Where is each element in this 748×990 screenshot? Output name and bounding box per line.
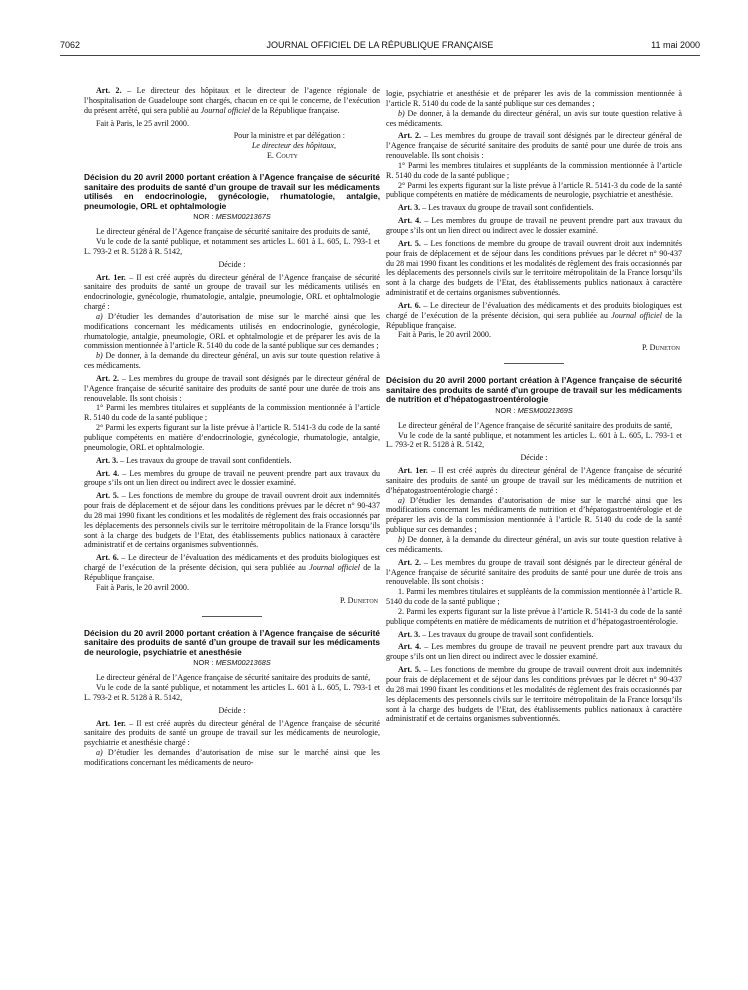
- article: [84, 469, 380, 489]
- item-label: a): [96, 748, 103, 758]
- article-label: Art. 4.: [96, 468, 120, 478]
- article: [84, 719, 380, 749]
- item-text: De donner, à la demande du directeur général, un avis sur toute question relative à ces médicaments.: [386, 108, 682, 128]
- article-label: Art. 5.: [398, 238, 421, 248]
- nor-label: NOR :: [193, 212, 216, 222]
- nor-reference: [386, 406, 682, 416]
- article-text: – Les membres du groupe de travail ne peuvent prendre part aux travaux du groupe s’ils ont un lien direct ou indirect avec le dossier examiné.: [386, 216, 682, 235]
- article: [386, 558, 682, 588]
- article-label: Art. 4.: [398, 642, 422, 652]
- preamble: Le directeur général de l’Agence française de sécurité sanitaire des produits de santé,: [96, 673, 371, 683]
- article-text: – Les fonctions de membre du groupe de travail ouvrent droit aux indemnités pour frais de déplacement et de séjour dans les conditions prévues par le décret n° 90-437 du 28 mai 1990 fixant les conditions et les modalités de règlement des frais occasionnés par les déplacements des personnels civils sur le territoire métropolitain de la France lorsqu’ils sont à la charge des budgets de l’Etat, des établissements publics nationaux à caractère administratif et de certains organismes subventionnés.: [386, 238, 682, 298]
- decision-title: Décision du 20 avril 2000 portant création à l’Agence française de sécurité sanitaire des produits de santé d’un groupe de travail sur les médicaments de nutrition et d’hépatogastroentérologie: [386, 375, 682, 405]
- decide-heading: Décide :: [218, 705, 246, 715]
- article: [386, 642, 682, 662]
- article: [386, 131, 682, 161]
- article-text: – Les membres du groupe de travail sont désignés par le directeur général de l’Agence française de sécurité sanitaire des produits de santé pour une durée de trois ans renouvelable. Ils sont choisis :: [386, 131, 683, 161]
- article-label: Art. 1er.: [96, 718, 126, 728]
- article-text: – Les travaux du groupe de travail sont confidentiels.: [420, 629, 594, 639]
- article-label: Art. 3.: [398, 203, 421, 213]
- article-item: [84, 748, 380, 768]
- item-label: b): [96, 351, 103, 361]
- signature-date: Fait à Paris, le 20 avril 2000.: [398, 330, 491, 340]
- article: [84, 273, 380, 312]
- journal-name: Journal officiel: [309, 563, 360, 573]
- item-text: D’étudier les demandes d’autorisation de mise sur le marché ainsi que les modifications concernant les médicaments de neuro-: [84, 748, 380, 767]
- article-text: – Les travaux du groupe de travail sont confidentiels.: [420, 203, 594, 213]
- item-text: De donner, à la demande du directeur général, un avis sur toute question relative à ces médicaments.: [84, 351, 380, 371]
- item-label: b): [398, 108, 405, 118]
- article-label: Art. 5.: [398, 665, 421, 675]
- article-label: Art. 5.: [96, 491, 119, 501]
- article-label: Art. 3.: [398, 629, 421, 639]
- article-text: – Les fonctions de membre du groupe de travail ouvrent droit aux indemnités pour frais de déplacement et de séjour dans les conditions prévues par le décret n° 90-437 du 28 mai 1990 fixant les conditions et les modalités de règlement des frais occasionnés par les déplacements des personnels civils sur le territoire métropolitain de la France lorsqu’ils sont à la charge des budgets de l’Etat, des établissements publics nationaux à caractère administratif et de certains organismes subventionnés.: [84, 491, 380, 550]
- signature-name: P. Duneton: [642, 343, 680, 353]
- article: [386, 216, 682, 236]
- article-label: Art. 2.: [96, 86, 122, 95]
- article-text: – Les membres du groupe de travail sont désignés par le directeur général de l’Agence française de sécurité sanitaire des produits de santé pour une durée de trois ans renouvelable. Ils sont choisis :: [84, 373, 381, 403]
- right-column: [386, 89, 682, 724]
- article-label: Art. 6.: [398, 300, 421, 310]
- article-text: de la République française.: [386, 310, 682, 330]
- signature-name: E. Couty: [267, 151, 298, 161]
- article-text: – Il est créé auprès du directeur général de l’Agence française de sécurité sanitaire des produits de santé un groupe de travail sur les médicaments de neurologie, psychiatrie et anesthésie chargé :: [84, 718, 380, 748]
- article-label: Art. 1er.: [96, 272, 126, 282]
- article-label: Art. 3.: [96, 455, 119, 465]
- article: [386, 630, 682, 640]
- article-item: 2° Parmi les experts figurant sur la liste prévue à l’article R. 5141-3 du code de la santé publique compétents en matière d’endocrinologie, gynécologie, rhumatologie, antalgie, pneumologie, ORL et ophtalmologie.: [84, 423, 380, 452]
- nor-reference: [84, 212, 380, 222]
- issue-date: 11 mai 2000: [651, 40, 700, 50]
- article-text: – Les fonctions de membre du groupe de travail ouvrent droit aux indemnités pour frais de déplacement et de séjour dans les conditions prévues par le décret n° 90-437 du 28 mai 1990 fixant les conditions et les modalités de règlement des frais occasionnés par les déplacements des personnels civils sur le territoire métropolitain de la France lorsqu’ils sont à la charge des budgets de l’Etat, des établissements publics nationaux à caractère administratif et de certains organismes subventionnés.: [386, 665, 682, 724]
- article-item: [386, 535, 682, 555]
- article-text: – Le directeur des hôpitaux et le directeur de l’agence régionale de l’hospitalisation de Guadeloupe sont chargés, chacun en ce qui le concerne, de l’exécution du présent arrêté, qui sera publié au: [84, 86, 381, 115]
- page-number: 7062: [60, 40, 81, 50]
- article-label: Art. 2.: [96, 373, 119, 383]
- article-item: 2° Parmi les experts figurant sur la liste prévue à l’article R. 5141-3 du code de la santé publique compétents en matière de médicaments de neurologie, psychiatrie et anesthésie.: [386, 180, 682, 200]
- article-item: [84, 312, 380, 351]
- article: [84, 86, 380, 116]
- article-label: Art. 6.: [96, 553, 119, 563]
- article: [84, 374, 380, 404]
- article: [386, 665, 682, 724]
- article-item-continued: logie, psychiatrie et anesthésie et de préparer les avis de la commission mentionnée à l’article R. 5140 du code de la santé publique sur ces demandes ;: [386, 89, 682, 108]
- article-item: 1° Parmi les membres titulaires et suppléants de la commission mentionnée à l’article R. 5140 du code de la santé publique ;: [84, 403, 380, 423]
- journal-name: Journal officiel: [200, 105, 251, 115]
- article-text: de la République française.: [250, 105, 340, 115]
- nor-label: NOR :: [495, 405, 518, 415]
- article-label: Art. 2.: [398, 131, 421, 141]
- article: [386, 466, 682, 496]
- article-text: – Les membres du groupe de travail sont désignés par le directeur général de l’Agence française de sécurité sanitaire des produits de santé pour une durée de trois ans renouvelable. Ils sont choisis :: [386, 557, 683, 587]
- article: [84, 491, 380, 550]
- journal-title: JOURNAL OFFICIEL DE LA RÉPUBLIQUE FRANÇAISE: [266, 40, 494, 50]
- visa: Vu le code de la santé publique, et notamment les articles L. 601 à L. 605, L. 793-1 et L. 793-2 et R. 5128 à R. 5142,: [84, 682, 380, 702]
- header-rule: [60, 55, 700, 56]
- article: [386, 301, 682, 331]
- article: [84, 456, 380, 466]
- article-text: – Il est créé auprès du directeur général de l’Agence française de sécurité sanitaire des produits de santé un groupe de travail sur les médicaments utilisés en endocrinologie, gynécologie, rhumatologie, antalgie, pneumologie, ORL et ophtalmologie chargé :: [84, 272, 380, 312]
- signature-date: Fait à Paris, le 20 avril 2000.: [96, 582, 189, 592]
- article-text: – Le directeur de l’évaluation des médicaments et des produits biologiques est chargé de l’exécution de la présente décision, qui sera publiée au: [386, 300, 682, 320]
- visa: Vu le code de la santé publique, et notamment les articles L. 601 à L. 605, L. 793-1 et L. 793-2 et R. 5128 à R. 5142,: [386, 430, 682, 450]
- article-item: 1. Parmi les membres titulaires et suppléants de la commission mentionnée à l’article R. 5140 du code de la santé publique ;: [386, 587, 682, 607]
- item-text: D’étudier les demandes d’autorisation de mise sur le marché ainsi que les modifications concernant les médicaments utilisés en endocrinologie, gynécologie, rhumatologie, antalgie, pneumologie, ORL et ophtalmologie et de préparer les avis de la commission mentionnée à l’article R. 5140 du code de la santé publique sur ces demandes ;: [84, 311, 380, 351]
- article: [84, 553, 380, 583]
- item-label: a): [96, 311, 103, 321]
- signature-role: Le directeur des hôpitaux,: [251, 141, 336, 151]
- item-label: b): [398, 535, 405, 544]
- signature-name: P. Duneton: [340, 595, 378, 605]
- decision-title: Décision du 20 avril 2000 portant création à l’Agence française de sécurité sanitaire des produits de santé d’un groupe de travail sur les médicaments de neurologie, psychiatrie et anesthésie: [84, 627, 380, 657]
- nor-code: MESM0021367S: [215, 212, 271, 222]
- item-text: D’étudier les demandes d’autorisation de mise sur le marché ainsi que les modifications concernant les médicaments de nutrition et d’hépatogastroentérologie et de préparer les avis de la commission mentionnée à l’article R. 5140 du code de la santé publique sur ces demandes ;: [386, 495, 682, 535]
- visa: Vu le code de la santé publique, et notamment ses articles L. 601 à L. 605, L. 793-1 et L. 793-2 et R. 5128 à R. 5142,: [84, 236, 380, 256]
- separator: [504, 363, 564, 364]
- item-text: De donner, à la demande du directeur général, un avis sur toute question relative à ces médicaments.: [386, 535, 682, 554]
- separator: [202, 616, 262, 617]
- decide-heading: Décide :: [520, 453, 548, 463]
- page-header: [60, 40, 700, 54]
- nor-label: NOR :: [193, 658, 216, 668]
- article-item: [84, 351, 380, 371]
- article-text: – Les membres du groupe de travail ne peuvent prendre part aux travaux du groupe s’ils ont un lien direct ou indirect avec le dossier examiné.: [84, 468, 380, 488]
- preamble: Le directeur général de l’Agence française de sécurité sanitaire des produits de santé,: [398, 420, 673, 430]
- item-label: a): [398, 495, 405, 505]
- signature-intro: Pour la ministre et par délégation :: [233, 131, 345, 141]
- preamble: Le directeur général de l’Agence française de sécurité sanitaire des produits de santé,: [96, 227, 371, 237]
- article-label: Art. 4.: [398, 216, 422, 226]
- article-item: [386, 109, 682, 129]
- nor-code: MESM0021368S: [215, 658, 271, 668]
- article-label: Art. 2.: [398, 557, 421, 567]
- article-text: de la République française.: [84, 563, 380, 582]
- nor-code: MESM0021369S: [517, 405, 573, 415]
- article-text: – Il est créé auprès du directeur général de l’Agence française de sécurité sanitaire des produits de santé un groupe de travail sur les médicaments de nutrition et d’hépatogastroentérologie chargé :: [386, 466, 682, 495]
- article: [386, 203, 682, 213]
- article-item: 2. Parmi les experts figurant sur la liste prévue à l’article R. 5141-3 du code de la santé publique compétents en matière de médicaments de nutrition et d’hépatogastroentérologie.: [386, 606, 682, 626]
- left-column: [84, 86, 380, 768]
- article-item: [386, 496, 682, 535]
- article-text: – Les travaux du groupe de travail sont confidentiels.: [118, 455, 292, 465]
- article-text: – Les membres du groupe de travail ne peuvent prendre part aux travaux du groupe s’ils ont un lien direct ou indirect avec le dossier examiné.: [386, 642, 682, 662]
- nor-reference: [84, 658, 380, 668]
- article: [386, 239, 682, 298]
- decide-heading: Décide :: [218, 259, 246, 269]
- article-label: Art. 1er.: [398, 466, 428, 476]
- journal-name: Journal officiel: [611, 310, 662, 320]
- signature-date: Fait à Paris, le 25 avril 2000.: [96, 118, 189, 128]
- article-item: 1° Parmi les membres titulaires et suppléants de la commission mentionnée à l’article R. 5140 du code de la santé publique ;: [386, 160, 682, 180]
- decision-title: Décision du 20 avril 2000 portant création à l’Agence française de sécurité sanitaire des produits de santé d’un groupe de travail sur les médicaments utilisés en endocrinologie, gynécologie, rhumatologie, antalgie, pneumologie, ORL et ophtalmologie: [84, 171, 380, 211]
- article-text: – Le directeur de l’évaluation des médicaments et des produits biologiques est chargé de l’exécution de la présente décision, qui sera publiée au: [84, 553, 380, 573]
